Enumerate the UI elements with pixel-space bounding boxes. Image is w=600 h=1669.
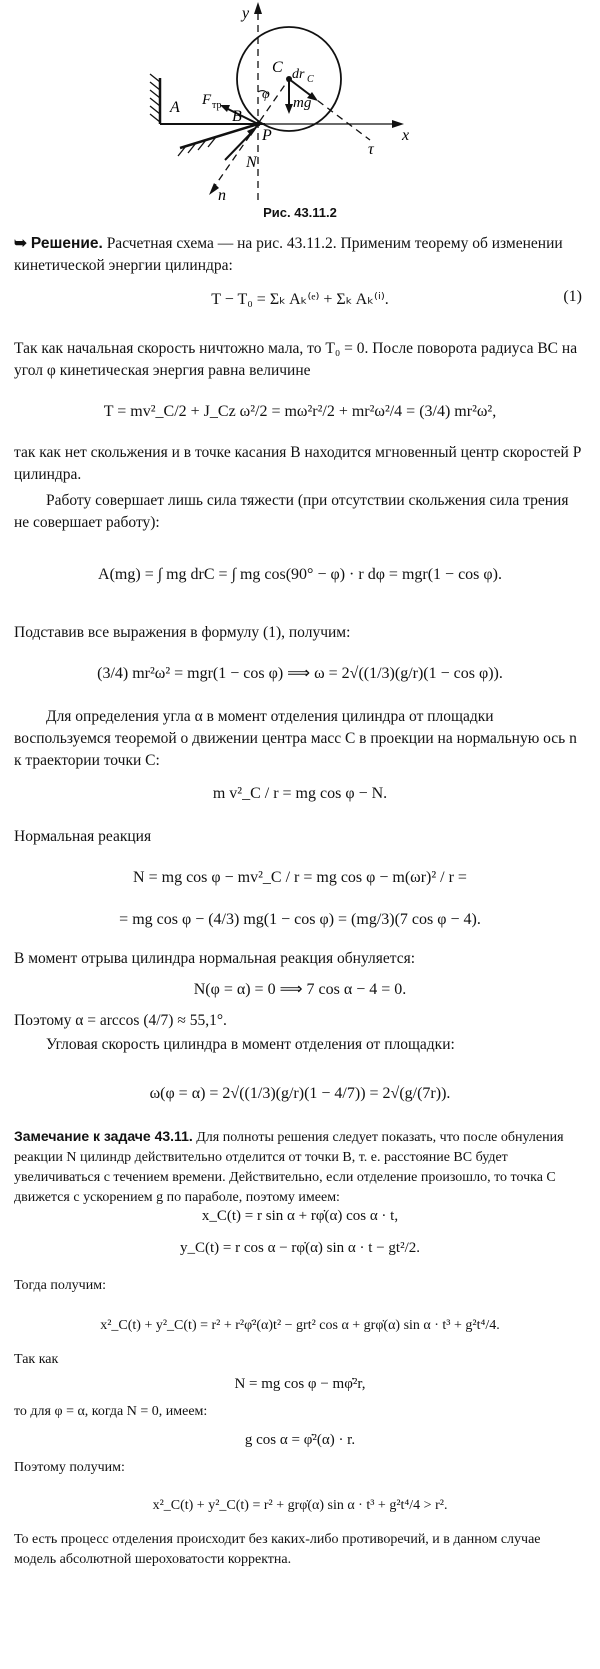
paragraph-4: Работу совершает лишь сила тяжести (при отсутствии скольжения сила трения не совершает работу): <box>14 492 569 531</box>
remark-heading: Замечание к задаче 43.11. <box>14 1128 193 1144</box>
label-y: y <box>242 5 250 22</box>
wall-hatching <box>150 74 160 122</box>
solution-heading: Решение. <box>30 235 103 252</box>
equation-7: N(φ = α) = 0 ⟹ 7 cos α − 4 = 0. <box>193 981 407 998</box>
equation-5: m v²_C / r = mg cos φ − N. <box>212 785 388 802</box>
label-dr-sub: C <box>307 74 314 85</box>
paragraph-hence: Поэтому получим: <box>14 1460 125 1475</box>
paragraph-2: Так как начальная скорость ничтожно мала, то T₀ = 0. После поворота радиуса BC на угол φ кинетическая энергия равна величине <box>14 340 578 379</box>
label-F-sub: тр <box>212 100 222 111</box>
label-P: P <box>262 127 272 144</box>
label-x: x <box>402 127 410 144</box>
solution-intro-block <box>14 233 586 277</box>
equation-6b: = mg cos φ − (4/3) mg(1 − cos φ) = (mg/3)(7 cos φ − 4). <box>119 911 481 928</box>
label-F: F <box>202 92 212 108</box>
paragraph-9: Поэтому α = arccos (4/7) ≈ 55,1°. <box>14 1012 227 1029</box>
paragraph-for: то для φ = α, когда N = 0, имеем: <box>14 1404 208 1419</box>
equation-9b: y_C(t) = r cos α − rφ̇(α) sin α · t − gt²/2. <box>180 1240 420 1256</box>
label-N: N <box>246 154 257 171</box>
solution-intro: Расчетная схема — на рис. 43.11.2. Применим теорему об изменении кинетической энергии цилиндра: <box>14 235 563 274</box>
figure-caption: Рис. 43.11.2 <box>263 205 337 220</box>
paragraph-6: Для определения угла α в момент отделения цилиндра от площадки воспользуемся теоремой о движении центра масс C в проекции на нормальную ось n к траектории точки C: <box>14 708 577 769</box>
arrow-icon: ➥ <box>14 235 27 252</box>
label-phi: φ <box>262 87 270 102</box>
figure-diagram <box>0 0 600 215</box>
remark-conclusion: То есть процесс отделения происходит без каких-либо противоречий, и в данном случае модель абсолютной шероховатости корректна. <box>14 1532 541 1567</box>
paragraph-10: Угловая скорость цилиндра в момент отделения от площадки: <box>46 1036 455 1053</box>
paragraph-since: Так как <box>14 1352 59 1367</box>
label-B: B <box>232 108 242 125</box>
equation-10: x²_C(t) + y²_C(t) = r² + r²φ̇²(α)t² − grt² cos α + grφ̇(α) sin α · t³ + g²t⁴/4. <box>100 1318 500 1333</box>
paragraph-8: В момент отрыва цилиндра нормальная реакция обнуляется: <box>14 950 416 967</box>
label-tau: τ <box>368 141 374 158</box>
label-dr: dr <box>292 67 305 82</box>
platform-line <box>180 124 258 148</box>
equation-8: ω(φ = α) = 2√((1/3)(g/r)(1 − 4/7)) = 2√(g/(7r)). <box>149 1085 451 1102</box>
equation-12: g cos α = φ̇²(α) · r. <box>244 1432 356 1448</box>
equation-13: x²_C(t) + y²_C(t) = r² + grφ̇(α) sin α · t³ + g²t⁴/4 > r². <box>152 1498 448 1513</box>
paragraph-5: Подставив все выражения в формулу (1), получим: <box>14 624 351 641</box>
equation-9a: x_C(t) = r sin α + rφ̇(α) cos α · t, <box>201 1208 399 1224</box>
equation-1-number: (1) <box>563 288 582 305</box>
equation-11: N = mg cos φ − mφ̇²r, <box>234 1376 366 1392</box>
paragraph-then: Тогда получим: <box>14 1278 106 1293</box>
label-n: n <box>218 187 226 204</box>
remark-block <box>14 1126 586 1208</box>
point-P <box>256 122 261 127</box>
equation-2: T = mv²_C/2 + J_Cz ω²/2 = mω²r²/2 + mr²ω²/4 = (3/4) mr²ω², <box>103 403 497 420</box>
label-C: C <box>272 59 283 76</box>
equation-4: (3/4) mr²ω² = mgr(1 − cos φ) ⟹ ω = 2√((1/3)(g/r)(1 − cos φ)). <box>97 665 503 682</box>
y-axis-arrow <box>254 2 262 14</box>
equation-1: T − T₀ = Σₖ Aₖ⁽ᵉ⁾ + Σₖ Aₖ⁽ⁱ⁾. <box>211 291 389 308</box>
paragraph-7: Нормальная реакция <box>14 828 152 845</box>
label-mg: mg <box>293 95 312 111</box>
equation-3: A(mg) = ∫ mg drC = ∫ mg cos(90° − φ) · r dφ = mgr(1 − cos φ). <box>98 566 502 583</box>
equation-6a: N = mg cos φ − mv²_C / r = mg cos φ − m(ωr)² / r = <box>133 869 467 886</box>
remark-text: Для полноты решения следует показать, что после обнуления реакции N цилиндр действительно отделится от точки B, т. е. расстояние BC будет увеличиваться с течением времени. Действительно, если отделение произошло, то точка C движется с ускорением g по параболе, поэтому имеем: <box>14 1130 564 1205</box>
paragraph-3: так как нет скольжения и в точке касания B находится мгновенный центр скоростей P цилиндра. <box>14 444 581 483</box>
label-A: A <box>170 99 180 116</box>
